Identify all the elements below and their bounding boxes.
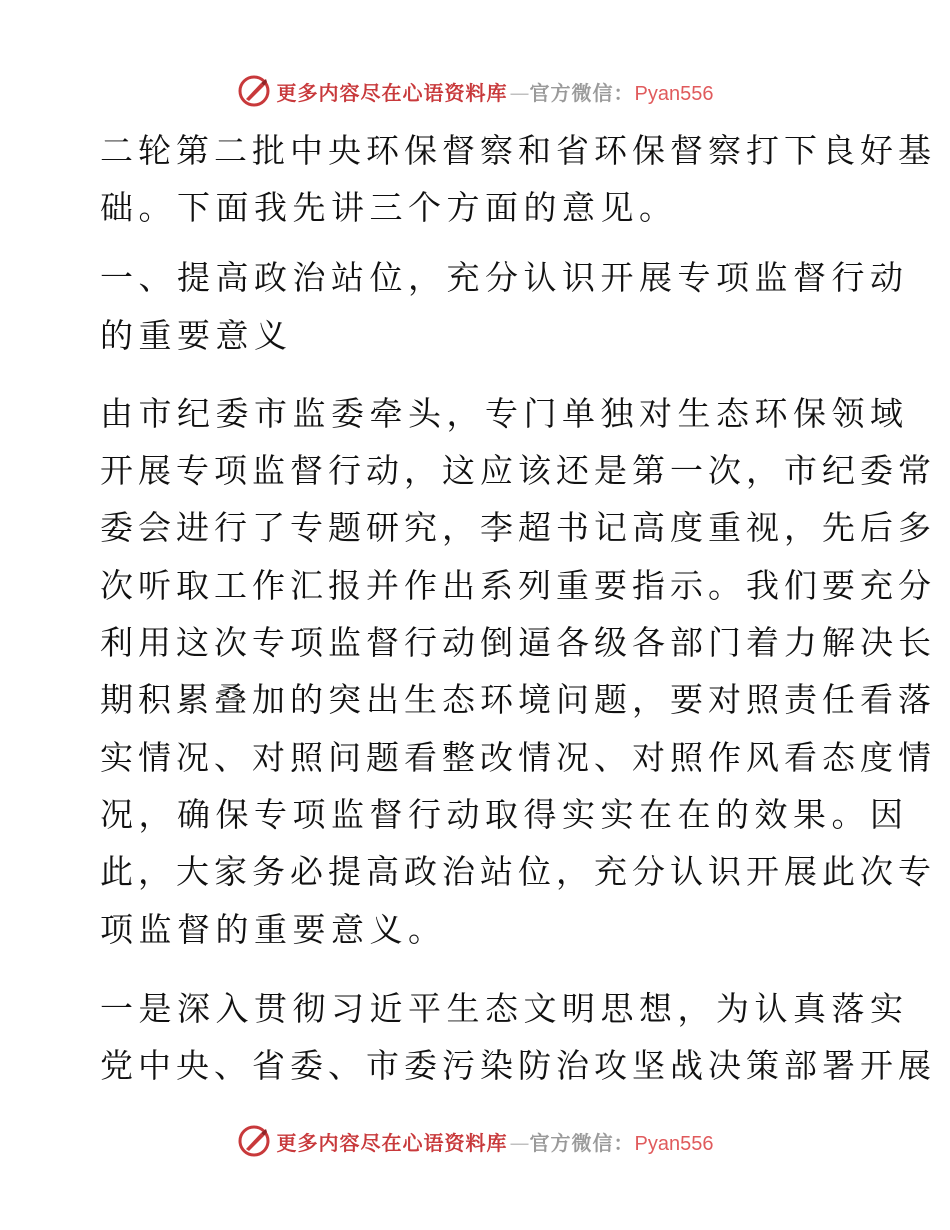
text-line: 础。下面我先讲三个方面的意见。 xyxy=(100,188,678,227)
watermark-dash: — xyxy=(509,80,528,105)
text-line: 党中央、省委、市委污染防治攻坚战决策部署开展 xyxy=(100,1046,936,1085)
header-watermark xyxy=(0,71,950,111)
text-line: 开展专项监督行动，这应该还是第一次，市纪委常 xyxy=(100,451,936,490)
quill-logo-icon xyxy=(237,74,271,108)
watermark-brand: 更多内容尽在心语资料库 xyxy=(276,1130,508,1155)
watermark-wechat-id: Pyan556 xyxy=(634,1132,714,1155)
section-heading: 的重要意义 xyxy=(100,316,293,355)
text-line: 由市纪委市监委牵头，专门单独对生态环保领域 xyxy=(100,394,909,433)
text-line: 一是深入贯彻习近平生态文明思想，为认真落实 xyxy=(100,989,909,1028)
text-line: 委会进行了专题研究，李超书记高度重视，先后多 xyxy=(100,508,936,547)
watermark-official-label: 官方微信： xyxy=(529,80,635,105)
text-line: 此，大家务必提高政治站位，充分认识开展此次专 xyxy=(100,852,936,891)
text-line: 实情况、对照问题看整改情况、对照作风看态度情 xyxy=(100,738,936,777)
watermark-wechat-id: Pyan556 xyxy=(634,82,714,105)
quill-logo-icon xyxy=(237,1124,271,1158)
text-line: 二轮第二批中央环保督察和省环保督察打下良好基 xyxy=(100,131,936,170)
watermark-official-label: 官方微信： xyxy=(529,1130,635,1155)
watermark-dash: — xyxy=(509,1130,528,1155)
footer-watermark xyxy=(0,1121,950,1161)
watermark-text xyxy=(277,1127,714,1156)
watermark-text xyxy=(277,77,714,106)
section-heading: 一、提高政治站位，充分认识开展专项监督行动 xyxy=(100,258,909,297)
text-line: 期积累叠加的突出生态环境问题，要对照责任看落 xyxy=(100,680,936,719)
text-line: 况，确保专项监督行动取得实实在在的效果。因 xyxy=(100,795,909,834)
text-line: 项监督的重要意义。 xyxy=(100,910,447,949)
text-line: 利用这次专项监督行动倒逼各级各部门着力解决长 xyxy=(100,623,936,662)
text-line: 次听取工作汇报并作出系列重要指示。我们要充分 xyxy=(100,566,936,605)
watermark-brand: 更多内容尽在心语资料库 xyxy=(276,80,508,105)
